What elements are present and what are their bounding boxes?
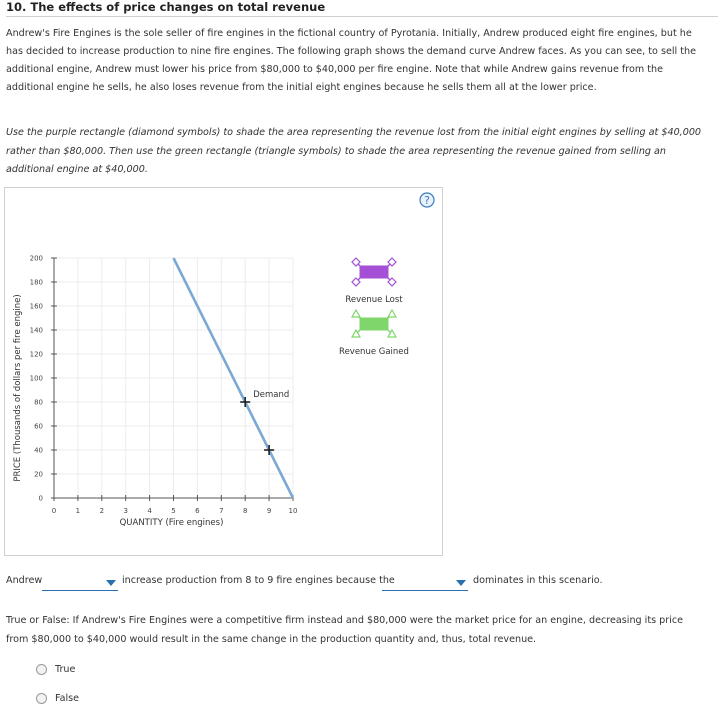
revenue-lost-tool[interactable] [352,258,396,286]
instructions-paragraph: Use the purple rectangle (diamond symbols) to shade the area representing the revenue lost from the initial eight engines by selling at $40,000 rather than $80,000. Then use the green rectangle (triangle symbols) to shade the area representing the revenue gained from selling an additional engine at $40,000. [6,127,702,175]
radio-button[interactable] [36,693,47,704]
intro-paragraph: Andrew's Fire Engines is the sole seller of fire engines in the fictional country of Pyrotania. Initially, Andrew produced eight fire engines, but he has decided to increase production to nine fire engines. The following graph shows the demand curve Andrew faces. As you can see, to sell the additional engine, Andrew must lower his price from $80,000 to $40,000 per fire engine. Note that while Andrew gains revenue from the additional engine he sells, he also loses revenue from the initial eight engines because he sells them all at the lower price. [6,28,696,93]
y-tick-label: 40 [34,446,43,455]
true-false-question: True or False: If Andrew's Fire Engines were a competitive firm instead and $80,000 were the market price for an engine, decreasing its price from $80,000 to $40,000 would result in the same change in the production quantity and, thus, total revenue. [6,615,684,645]
y-tick-label: 0 [38,494,43,503]
x-tick-label: 1 [75,507,81,515]
y-tick-label: 200 [29,254,43,263]
title-divider [6,16,718,17]
help-icon[interactable] [419,192,435,208]
demand-graph[interactable] [5,188,442,555]
x-tick-label: 0 [51,507,57,515]
dropdown-will-or-will-not[interactable] [42,576,118,591]
radio-true[interactable] [36,664,75,675]
x-tick-label: 2 [99,507,105,515]
demand-label: Demand [253,390,290,400]
graph-panel[interactable] [4,187,443,556]
triangle-handle-icon [352,310,360,317]
x-tick-label: 8 [242,507,248,515]
radio-true-label: True [55,664,76,675]
x-tick-label: 6 [195,507,200,515]
y-tick-label: 180 [29,278,43,287]
y-tick-label: 100 [29,374,43,383]
fill-in-middle: increase production from 8 to 9 fire engines because the [122,575,395,586]
x-tick-label: 3 [123,507,128,515]
purple-rectangle [360,266,388,278]
y-tick-label: 140 [29,326,43,335]
y-tick-label: 20 [34,470,43,479]
plus-point-marker[interactable] [264,445,274,455]
fill-in-suffix: dominates in this scenario. [473,575,603,586]
plus-point-marker[interactable] [240,397,250,407]
x-tick-label: 9 [266,507,272,515]
revenue-gained-tool[interactable] [352,310,396,337]
x-tick-label: 10 [288,507,298,515]
x-tick-label: 7 [219,507,224,515]
radio-button[interactable] [36,664,47,675]
radio-false[interactable] [36,693,79,704]
help-mark: ? [424,194,430,207]
revenue-gained-label: Revenue Gained [339,347,409,357]
x-tick-label: 4 [147,507,152,515]
x-axis-label: QUANTITY (Fire engines) [119,518,224,528]
triangle-handle-icon [388,310,396,317]
y-axis-label: PRICE (Thousands of dollars per fire engine) [13,294,23,482]
x-tick-label: 5 [171,507,176,515]
y-tick-label: 60 [34,422,43,431]
radio-false-label: False [55,693,80,704]
revenue-lost-label: Revenue Lost [345,295,403,305]
y-tick-label: 80 [34,398,43,407]
chevron-down-icon [106,580,116,586]
y-tick-label: 160 [29,302,43,311]
tick-labels [30,255,298,516]
dropdown-effect[interactable] [382,576,468,591]
y-tick-label: 120 [29,350,43,359]
question-title: 10. The effects of price changes on total revenue [6,0,326,14]
green-rectangle [360,318,388,330]
fill-in-prefix: Andrew [6,575,43,586]
grid [54,258,293,498]
chevron-down-icon [456,580,466,586]
